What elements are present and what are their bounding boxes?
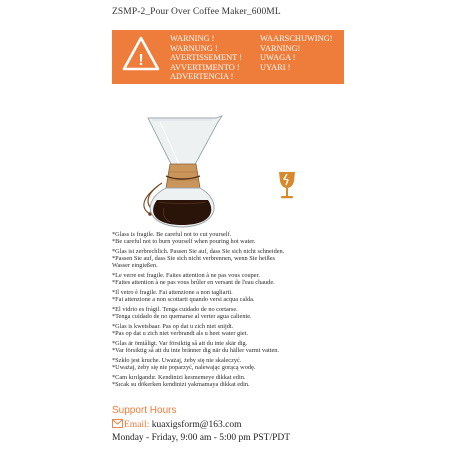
note-swedish — [112, 340, 352, 354]
warning-banner — [112, 30, 344, 84]
note-french — [112, 272, 352, 286]
warning-line: UWAGA ! — [260, 53, 296, 63]
envelope-icon — [112, 419, 123, 428]
note-line: *Glas ist zerbrechlich. Passen Sie auf, dass Sie sich nicht schneiden. — [112, 248, 285, 255]
note-line: *Pas op dat u zich niet verbrandt als u heet water giet. — [112, 330, 249, 338]
note-line: *Uważaj, żeby się nie poparzyć, nalewając gorącą wodę. — [112, 364, 256, 372]
note-line: *Glas is kwetsbaar. Pas op dat u zich niet snijdt. — [112, 323, 234, 331]
warning-line: UYARI ! — [260, 62, 291, 72]
note-spanish — [112, 306, 352, 320]
note-dutch — [112, 323, 352, 337]
support-email-row — [112, 419, 241, 430]
note-line: *Fai attenzione a non scottarti quando versi acqua calda. — [112, 296, 255, 304]
note-line: *Szkło jest kruche. Uważaj, żeby się nie skaleczyć. — [112, 357, 242, 365]
note-line: *Glas är ömtåligt. Var försiktig så att du inte skär dig. — [112, 340, 248, 348]
note-line: *Sıcak su dökerken kendinizi yakmamaya dikkat edin. — [112, 381, 250, 389]
warning-left-column — [170, 34, 242, 82]
note-italian — [112, 289, 352, 303]
warning-line: ADVERTENCIA ! — [170, 72, 234, 82]
note-german — [112, 248, 352, 270]
note-line: *Cam kırılgandır. Kendinizi kesmemeye dikkat edin. — [112, 374, 246, 382]
note-line: Wasser eingießen. — [112, 262, 158, 270]
support-hours-title: Support Hours — [112, 405, 177, 416]
document-title: ZSMP-2_Pour Over Coffee Maker_600ML — [112, 7, 281, 17]
warning-line: VARNING! — [260, 43, 301, 53]
warning-line: WAARSCHUWING! — [260, 34, 333, 43]
note-line: *El vidrio es frágil. Tenga cuidado de no cortarse. — [112, 306, 238, 314]
warning-right-column — [260, 34, 333, 72]
note-line: *Be careful not to burn yourself when pouring hot water. — [112, 238, 256, 246]
safety-notes — [112, 231, 352, 391]
warning-triangle-symbol: ! — [138, 52, 144, 69]
coffee-maker-image — [112, 108, 252, 230]
support-hours-text: Monday - Friday, 9:00 am - 5:00 pm PST/PDT — [112, 433, 291, 443]
note-english — [112, 231, 352, 245]
support-email-address[interactable]: kuaxigsform@163.com — [149, 420, 242, 430]
note-line: *Passen Sie auf, dass Sie sich nicht verbrennen, wenn Sie heißes — [112, 255, 275, 263]
warning-triangle-icon — [122, 36, 160, 72]
note-line: *Il vetro è fragile. Fai attenzione a non tagliarti. — [112, 289, 233, 297]
note-line: *Le verre est fragile. Faites attention à ne pas vous couper. — [112, 272, 260, 280]
note-line: *Var försiktig så att du inte bränner dig när du häller varmt vatten. — [112, 347, 279, 355]
note-polish — [112, 357, 352, 371]
note-line: *Faites attention à ne pas vous brûler en versant de l'eau chaude. — [112, 279, 275, 287]
warning-line: AVERTISSEMENT ! — [170, 53, 243, 63]
warning-line: WARNUNG ! — [170, 43, 218, 53]
note-line: *Tenga cuidado de no quemarse al verter agua caliente. — [112, 313, 252, 321]
wine-glass-fragile-icon — [276, 170, 298, 200]
warning-line: WARNING ! — [170, 34, 215, 43]
note-line: *Glass is fragile. Be careful not to cut yourself. — [112, 231, 232, 238]
warning-line: AVVERTIMENTO ! — [170, 62, 240, 72]
note-turkish — [112, 374, 352, 388]
email-label: Email: — [124, 420, 150, 430]
